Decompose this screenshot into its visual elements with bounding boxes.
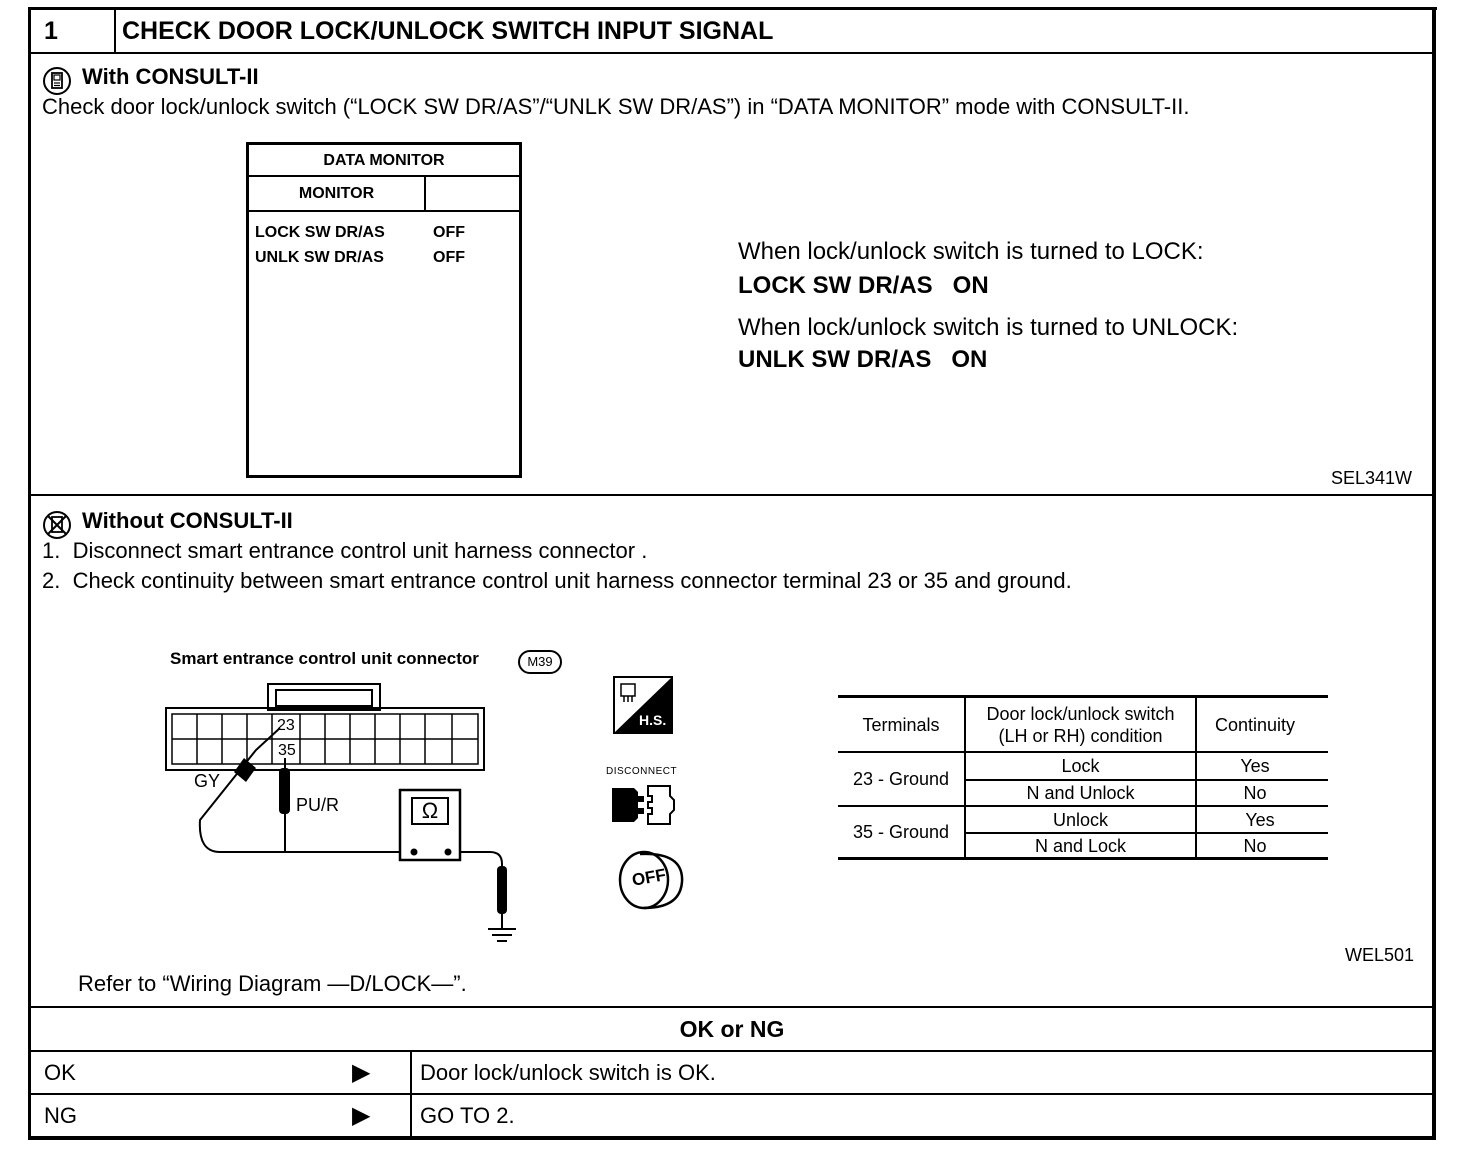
ohm-symbol: Ω — [421, 798, 439, 823]
table-cell-continuity: Yes — [1240, 756, 1270, 776]
step-title: CHECK DOOR LOCK/UNLOCK SWITCH INPUT SIGNAL — [122, 17, 774, 45]
result-action-ng: GO TO 2. — [420, 1103, 515, 1128]
unlock-result-text: UNLK SW DR/AS ON — [738, 346, 988, 373]
result-action-ok: Door lock/unlock switch is OK. — [420, 1060, 716, 1085]
result-col-divider — [410, 1050, 412, 1138]
harness-side-icon — [613, 676, 673, 734]
table-header-condition — [966, 698, 1195, 751]
table-bottom-rule — [838, 857, 1328, 860]
result-arrow-icon: ▶ — [352, 1102, 371, 1129]
table-cell-condition: N and Lock — [1034, 835, 1127, 856]
screen-title-rule — [249, 175, 519, 177]
result-status-ng: NG — [44, 1103, 77, 1128]
connector-code: M39 — [527, 654, 553, 669]
screen-row-value: OFF — [433, 224, 465, 241]
table-header-continuity: Continuity — [1214, 714, 1296, 735]
header-divider — [114, 7, 116, 54]
frame-left — [28, 7, 31, 1140]
table-header-condition-line: Door lock/unlock switch — [986, 703, 1175, 724]
lock-result-text: LOCK SW DR/AS ON — [738, 272, 989, 299]
table-cell-terminals: 35 - Ground — [852, 822, 950, 842]
unlock-condition-text: When lock/unlock switch is turned to UNLOCK: — [738, 314, 1239, 341]
table-cell-continuity: No — [1243, 835, 1267, 856]
with-consult-instruction: Check door lock/unlock switch (“LOCK SW DR/AS”/“UNLK SW DR/AS”) in “DATA MONITOR” mode with CONSULT-II. — [42, 94, 1190, 119]
screen-header-rule — [249, 210, 519, 212]
screen-column-divider — [424, 176, 426, 211]
result-row-rule — [29, 1050, 1435, 1052]
result-arrow-icon: ▶ — [352, 1059, 371, 1086]
figure-code-sel: SEL341W — [1331, 468, 1413, 488]
result-top-rule — [29, 1006, 1435, 1008]
with-consult-heading: With CONSULT-II — [82, 64, 259, 89]
ignition-off-icon — [614, 848, 686, 912]
screen-row-name: LOCK SW DR/AS — [255, 224, 385, 241]
result-row-rule — [29, 1093, 1435, 1095]
data-monitor-screen — [246, 142, 522, 478]
table-header-condition-line: (LH or RH) condition — [998, 725, 1163, 746]
figure-code-wel: WEL501 — [1345, 945, 1415, 965]
wiring-diagram-reference: Refer to “Wiring Diagram —D/LOCK—”. — [78, 971, 467, 996]
step-number: 1 — [44, 17, 58, 45]
header-bottom-rule — [29, 52, 1435, 54]
no-consult-icon — [42, 510, 72, 540]
result-status-ok: OK — [44, 1060, 76, 1085]
procedure-step: 1. Disconnect smart entrance control unit harness connector . — [42, 538, 648, 563]
terminal-23-label: 23 — [277, 717, 295, 734]
screen-title: DATA MONITOR — [323, 152, 445, 169]
continuity-table — [838, 695, 1328, 861]
table-cell-terminals: 23 - Ground — [852, 769, 950, 789]
without-consult-heading: Without CONSULT-II — [82, 508, 293, 533]
frame-right — [1432, 7, 1436, 1140]
frame-top — [29, 7, 1437, 10]
wire-gy-label: GY — [194, 771, 221, 791]
section-divider — [29, 494, 1435, 496]
consult-tool-icon — [42, 66, 72, 96]
frame-bottom — [28, 1136, 1436, 1140]
ok-or-ng-heading: OK or NG — [679, 1016, 785, 1042]
wire-pur-label: PU/R — [296, 795, 340, 815]
screen-monitor-column: MONITOR — [298, 185, 375, 202]
table-cell-condition: Lock — [1061, 756, 1100, 776]
table-cell-continuity: No — [1243, 783, 1267, 803]
table-cell-condition: N and Unlock — [1026, 783, 1135, 803]
disconnect-label: DISCONNECT — [606, 766, 678, 777]
screen-row-name: UNLK SW DR/AS — [255, 249, 384, 266]
off-label: OFF — [630, 865, 668, 890]
table-header-terminals: Terminals — [862, 714, 940, 735]
hs-label: H.S. — [639, 712, 667, 728]
connector-diagram — [160, 680, 540, 950]
table-cell-condition: Unlock — [1052, 809, 1109, 830]
terminal-35-label: 35 — [278, 742, 296, 759]
lock-condition-text: When lock/unlock switch is turned to LOCK: — [738, 238, 1204, 265]
screen-row-value: OFF — [433, 249, 465, 266]
table-cell-continuity: Yes — [1245, 809, 1275, 830]
procedure-step: 2. Check continuity between smart entrance control unit harness connector terminal 23 or 35 and ground. — [42, 568, 1072, 593]
connector-code-badge — [518, 650, 562, 674]
connector-label: Smart entrance control unit connector — [170, 649, 479, 668]
disconnect-icon — [608, 780, 678, 830]
